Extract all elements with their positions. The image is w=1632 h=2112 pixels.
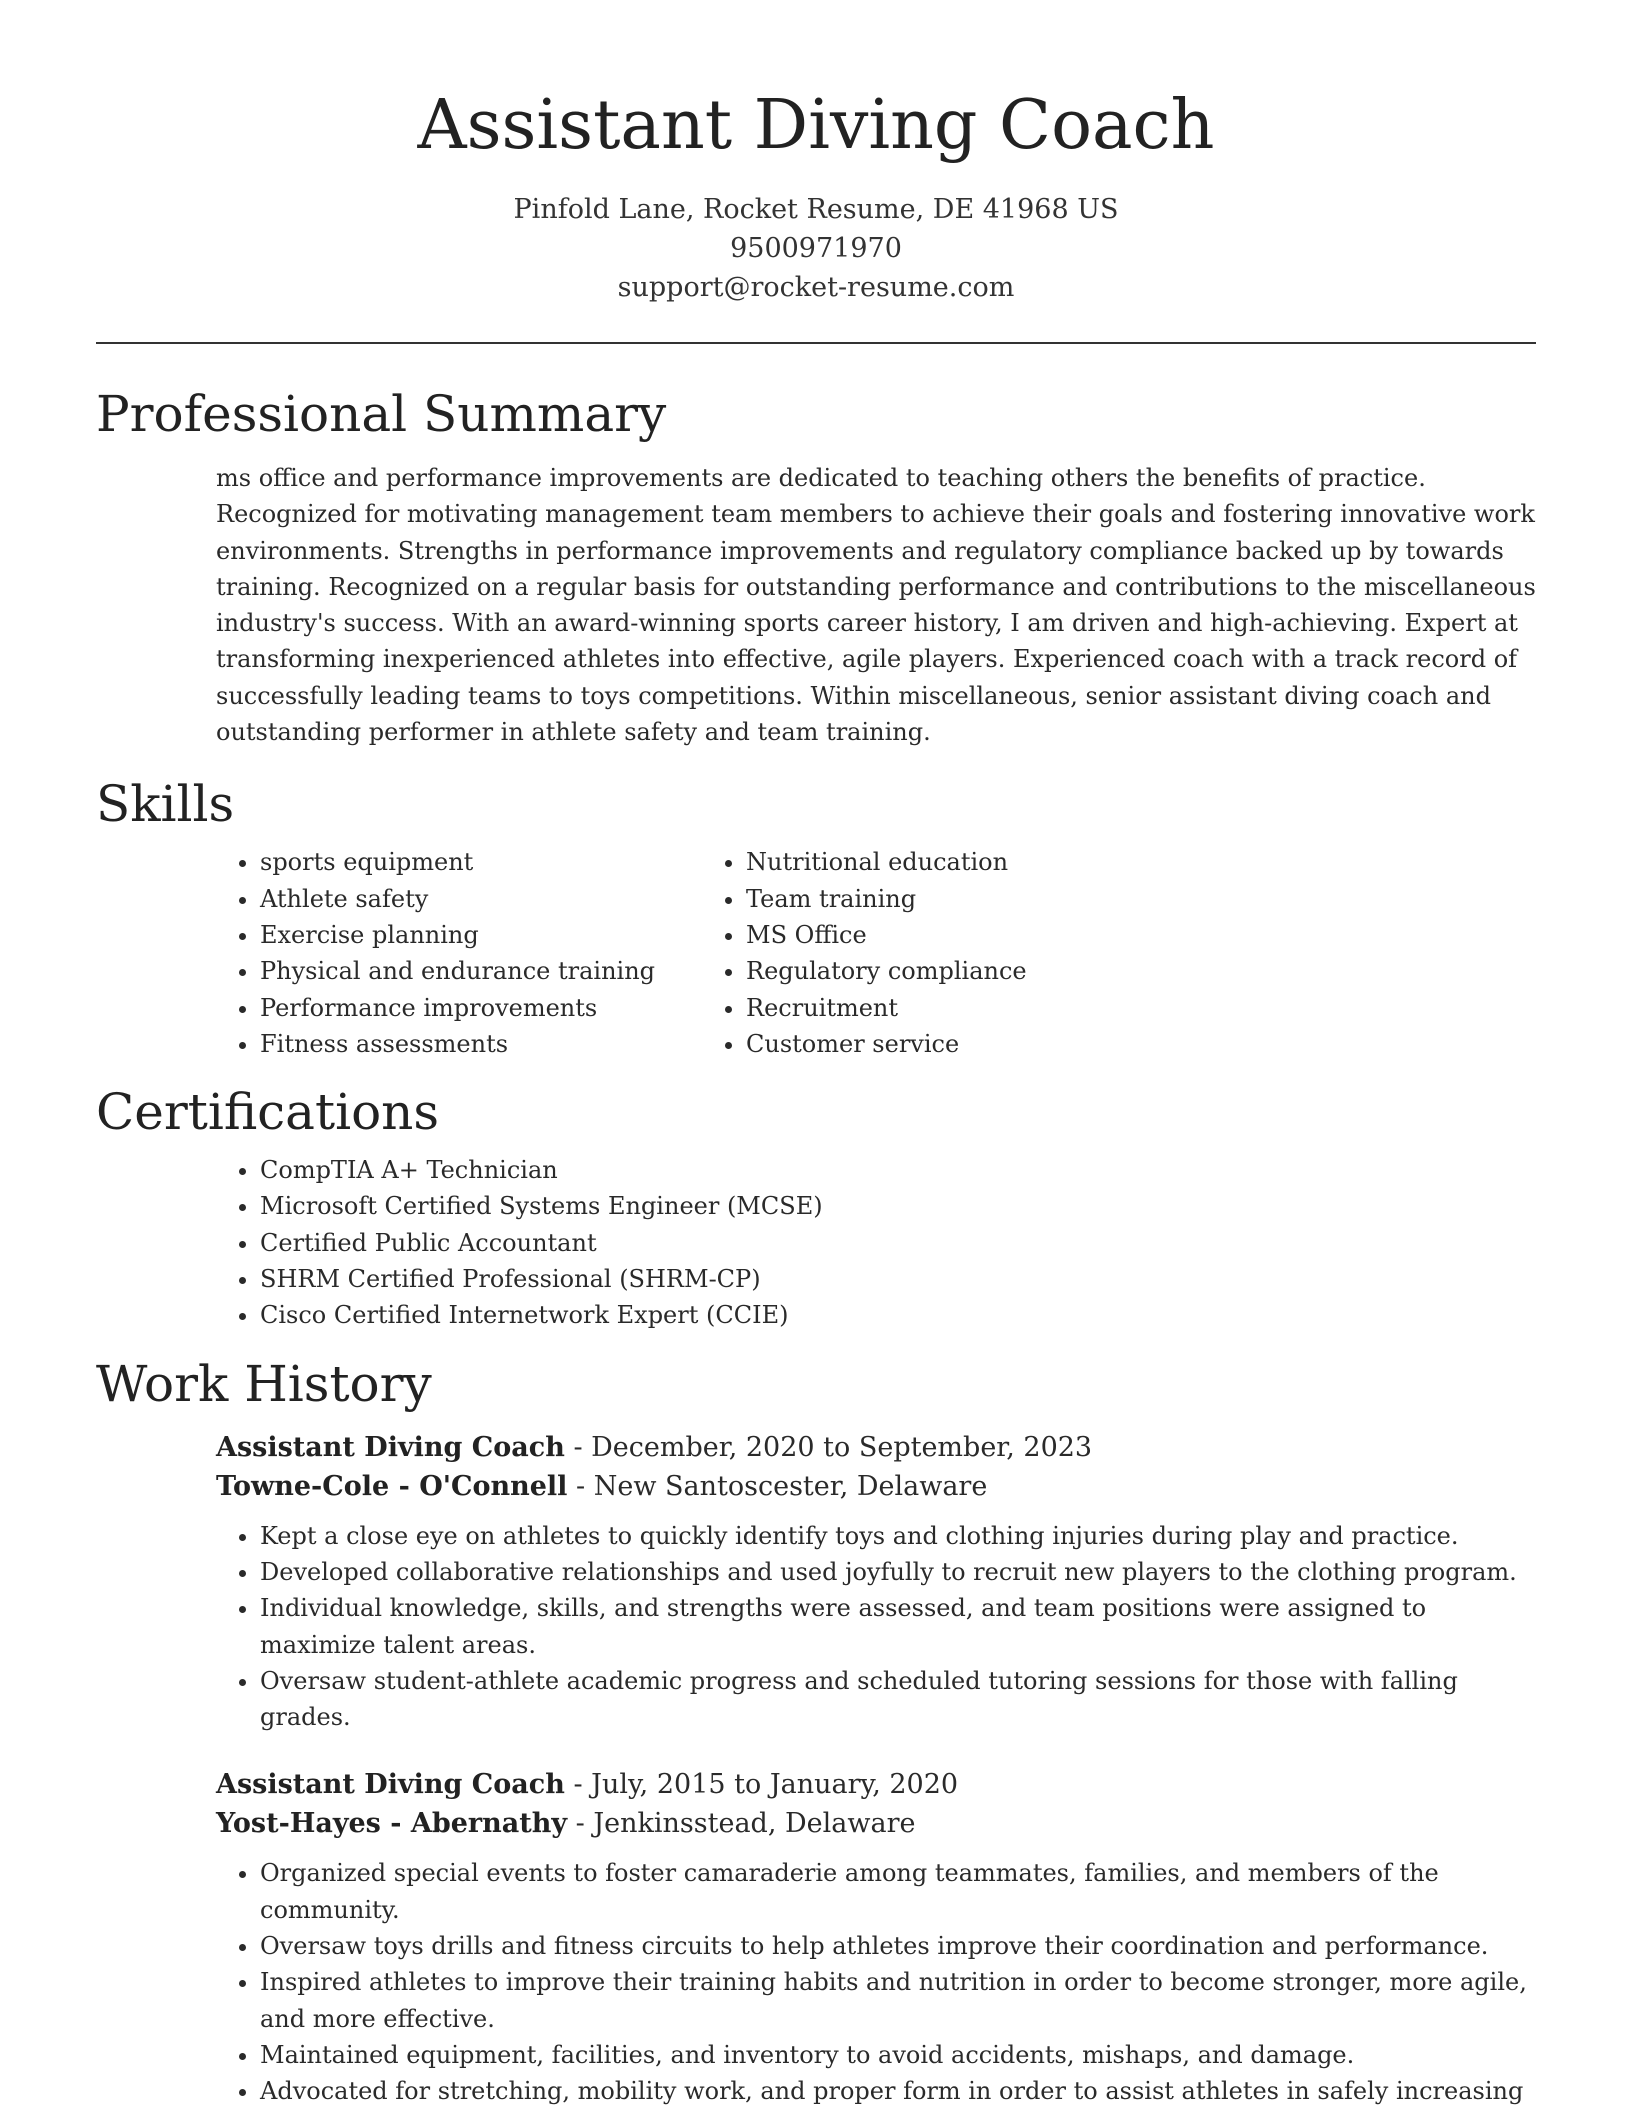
job-entry bbox=[216, 1414, 1536, 1736]
job-bullet: • Inspired athletes to improve their training habits and nutrition in order to become stronger, more agile, and more effective. bbox=[260, 1964, 1536, 2037]
resume-body bbox=[96, 384, 1536, 2110]
skills-title: Skills bbox=[96, 775, 235, 834]
skills-section bbox=[96, 774, 1536, 1062]
job-bullet: • Oversaw toys drills and fitness circuits to help athletes improve their coordination and performance. bbox=[260, 1928, 1536, 1964]
certification-item: • CompTIA A+ Technician bbox=[260, 1152, 1536, 1188]
job-bullet: • Advocated for stretching, mobility work, and proper form in order to assist athletes in safely increasing bbox=[260, 2073, 1536, 2109]
job-bullet: • Organized special events to foster camaraderie among teammates, families, and members of the community. bbox=[260, 1855, 1536, 1928]
job-bullet: • Maintained equipment, facilities, and inventory to avoid accidents, mishaps, and damage. bbox=[260, 2037, 1536, 2073]
skill-item: • sports equipment bbox=[260, 844, 746, 880]
certifications-section bbox=[96, 1082, 1536, 1333]
skill-item: • Athlete safety bbox=[260, 881, 746, 917]
certifications-list bbox=[96, 1142, 1536, 1333]
job-role-line bbox=[216, 1428, 1536, 1467]
resume-header bbox=[0, 0, 1632, 307]
skill-item: • Exercise planning bbox=[260, 917, 746, 953]
header-divider bbox=[96, 342, 1536, 344]
job-dates: - July, 2015 to January, 2020 bbox=[564, 1769, 959, 1801]
job-company: Towne-Cole - O'Connell bbox=[216, 1470, 568, 1502]
job-company-line bbox=[216, 1804, 1536, 1843]
skills-columns bbox=[96, 834, 1536, 1062]
job-bullet: • Individual knowledge, skills, and strengths were assessed, and team positions were assigned to maximize talent areas. bbox=[260, 1590, 1536, 1663]
job-bullet: • Oversaw student-athlete academic progress and scheduled tutoring sessions for those with falling grades. bbox=[260, 1663, 1536, 1736]
address: Pinfold Lane, Rocket Resume, DE 41968 US bbox=[513, 194, 1119, 225]
certification-item: • Microsoft Certified Systems Engineer (MCSE) bbox=[260, 1188, 1536, 1224]
certification-item: • Certified Public Accountant bbox=[260, 1225, 1536, 1261]
contact-block bbox=[0, 190, 1632, 307]
job-bullets bbox=[216, 1855, 1536, 2109]
work-section bbox=[96, 1354, 1536, 2110]
job-dates: - December, 2020 to September, 2023 bbox=[564, 1431, 1093, 1463]
certifications-title: Certifications bbox=[96, 1083, 440, 1142]
job-location: - Jenkinsstead, Delaware bbox=[567, 1808, 916, 1840]
job-role-line bbox=[216, 1765, 1536, 1804]
summary-section bbox=[96, 384, 1536, 750]
job-company-line bbox=[216, 1467, 1536, 1506]
phone: 9500971970 bbox=[730, 233, 902, 264]
certification-item: • Cisco Certified Internetwork Expert (CCIE) bbox=[260, 1297, 1536, 1333]
skill-item: • Performance improvements bbox=[260, 990, 746, 1026]
skills-list-right bbox=[582, 844, 1027, 1062]
skill-item: • Regulatory compliance bbox=[746, 953, 1027, 989]
candidate-name: Assistant Diving Coach bbox=[417, 86, 1215, 165]
job-bullet: • Kept a close eye on athletes to quickly identify toys and clothing injuries during play and practice. bbox=[260, 1518, 1536, 1554]
skill-item: • Physical and endurance training bbox=[260, 953, 746, 989]
summary-title: Professional Summary bbox=[96, 385, 667, 443]
skill-item: • MS Office bbox=[746, 917, 1027, 953]
job-company: Yost-Hayes - Abernathy bbox=[216, 1808, 568, 1840]
email: support@rocket-resume.com bbox=[617, 272, 1015, 303]
certification-item: • SHRM Certified Professional (SHRM-CP) bbox=[260, 1261, 1536, 1297]
skill-item: • Fitness assessments bbox=[260, 1026, 746, 1062]
skill-item: • Nutritional education bbox=[746, 844, 1027, 880]
job-role: Assistant Diving Coach bbox=[216, 1769, 565, 1801]
job-bullet: • Developed collaborative relationships and used joyfully to recruit new players to the clothing program. bbox=[260, 1554, 1536, 1590]
job-entry bbox=[216, 1735, 1536, 2109]
skill-item: • Team training bbox=[746, 881, 1027, 917]
work-title: Work History bbox=[96, 1354, 432, 1413]
job-location: - New Santoscester, Delaware bbox=[567, 1470, 988, 1502]
summary-text: ms office and performance improvements are dedicated to teaching others the benefits of practice. Recognized for motivating management team members to achieve their goals and fostering innovative work environments. Strengths in performance improvements and regulatory compliance backed up by towards training. Recognized on a regular basis for outstanding performance and contributions to the miscellaneous industry's success. With an award-winning sports career history, I am driven and high-achieving. Expert at transforming inexperienced athletes into effective, agile players. Experienced coach with a track record of successfully leading teams to toys competitions. Within miscellaneous, senior assistant diving coach and outstanding performer in athlete safety and team training. bbox=[216, 464, 1536, 747]
job-bullets bbox=[216, 1518, 1536, 1736]
skill-item: • Recruitment bbox=[746, 990, 1027, 1026]
job-role: Assistant Diving Coach bbox=[216, 1431, 565, 1463]
skill-item: • Customer service bbox=[746, 1026, 1027, 1062]
